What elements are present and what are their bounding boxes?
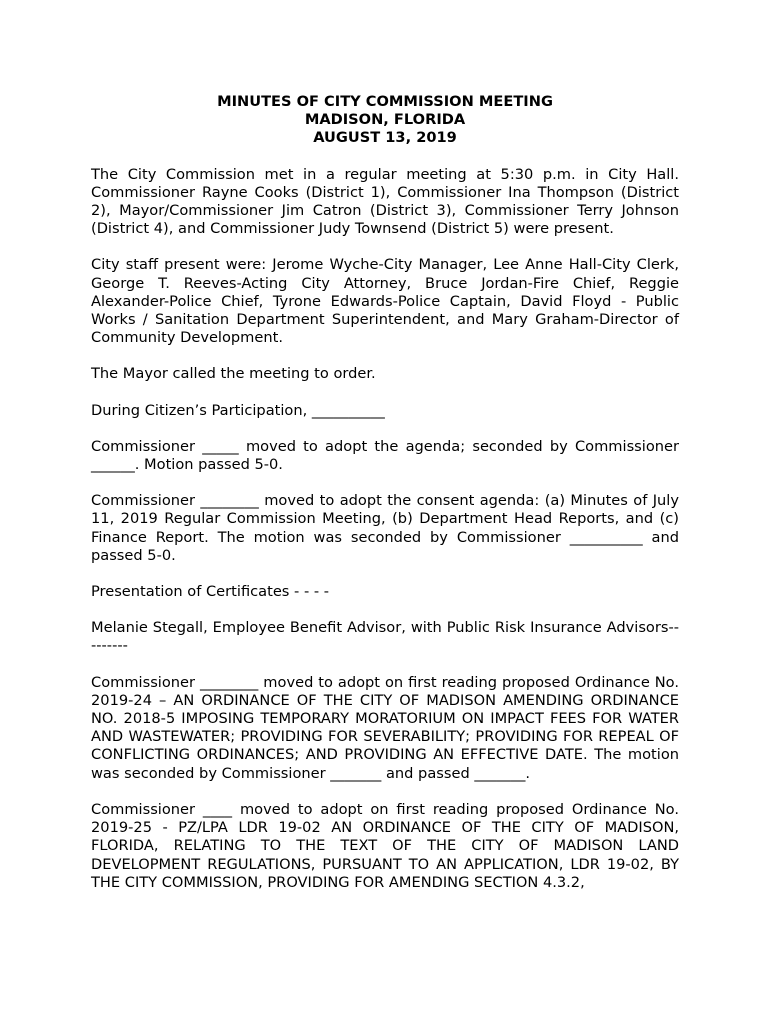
benefit-advisor-paragraph: Melanie Stegall, Employee Benefit Advisor, with Public Risk Insurance Advisors--------- xyxy=(91,619,679,655)
title-line-2: MADISON, FLORIDA xyxy=(304,111,466,129)
agenda-motion-paragraph: Commissioner _____ moved to adopt the agenda; seconded by Commissioner ______. Motion passed 5-0. xyxy=(91,437,679,474)
attendance-paragraph: The City Commission met in a regular meeting at 5:30 p.m. in City Hall. Commissioner Rayne Cooks (District 1), Commissioner Ina Thompson (District 2), Mayor/Commissioner Jim Catron (District 3), Commissioner Terry Johnson (District 4), and Commissioner Judy Townsend (District 5) were present. xyxy=(91,165,679,238)
title-line-3: AUGUST 13, 2019 xyxy=(313,129,457,147)
staff-paragraph: City staff present were: Jerome Wyche-City Manager, Lee Anne Hall-City Clerk, George T. Reeves-Acting City Attorney, Bruce Jordan-Fire Chief, Reggie Alexander-Police Chief, Tyrone Edwards-Police Captain, David Floyd - Public Works / Sanitation Department Superintendent, and Mary Graham-Director of Community Development. xyxy=(91,256,679,347)
certificates-paragraph: Presentation of Certificates - - - - xyxy=(91,583,330,601)
consent-agenda-paragraph: Commissioner ________ moved to adopt the consent agenda: (a) Minutes of July 11, 2019 Regular Commission Meeting, (b) Department Head Reports, and (c) Finance Report. The motion was seconded by Commissioner __________ and passed 5-0. xyxy=(91,492,679,564)
ordinance-2019-25-paragraph: Commissioner ____ moved to adopt on first reading proposed Ordinance No. 2019-25 - PZ/LPA LDR 19-02 AN ORDINANCE OF THE CITY OF MADISON, FLORIDA, RELATING TO THE TEXT OF THE CITY OF MADISON LAND DEVELOPMENT REGULATIONS, PURSUANT TO AN APPLICATION, LDR 19-02, BY THE CITY COMMISSION, PROVIDING FOR AMENDING SECTION 4.3.2, xyxy=(91,800,679,891)
ordinance-2019-24-paragraph: Commissioner ________ moved to adopt on first reading proposed Ordinance No. 2019-24 – AN ORDINANCE OF THE CITY OF MADISON AMENDING ORDINANCE NO. 2018-5 IMPOSING TEMPORARY MORATORIUM ON IMPACT FEES FOR WATER AND WASTEWATER; PROVIDING FOR SEVERABILITY; PROVIDING FOR REPEAL OF CONFLICTING ORDINANCES; AND PROVIDING AN EFFECTIVE DATE. The motion was seconded by Commissioner _______ and passed _______. xyxy=(91,673,679,782)
call-to-order-paragraph: The Mayor called the meeting to order. xyxy=(91,365,376,383)
document-title xyxy=(91,93,679,148)
title-line-1: MINUTES OF CITY COMMISSION MEETING xyxy=(217,93,553,110)
document-page xyxy=(91,93,679,910)
citizens-participation-paragraph: During Citizen’s Participation, __________ xyxy=(91,401,385,419)
